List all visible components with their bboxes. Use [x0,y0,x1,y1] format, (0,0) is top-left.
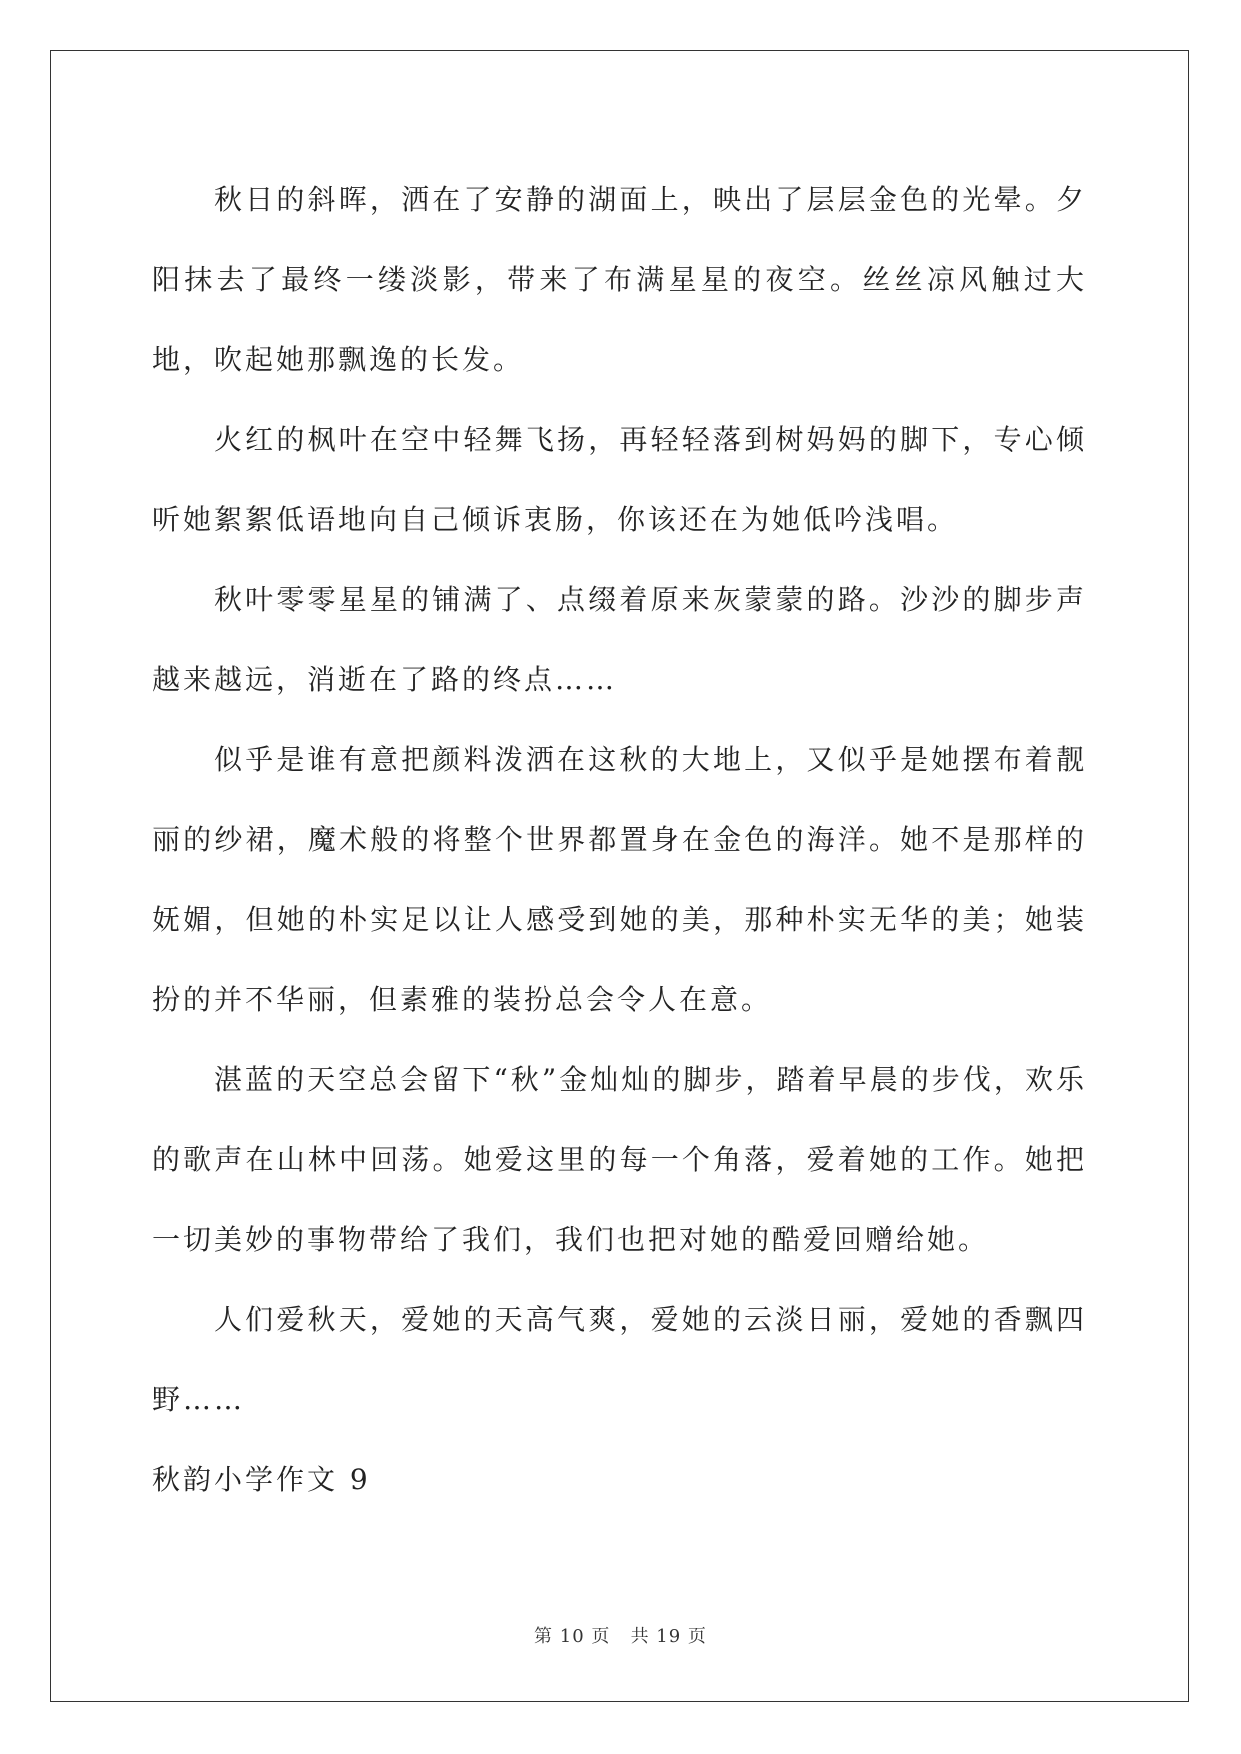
page-total: 共 19 页 [630,1626,707,1647]
page-number: 第 10 页 [534,1626,611,1647]
paragraph-4: 似乎是谁有意把颜料泼洒在这秋的大地上，又似乎是她摆布着靓丽的纱裙，魔术般的将整个世界都置身在金色的海洋。她不是那样的妩媚，但她的朴实足以让人感受到她的美，那种朴实无华的美；她装扮的并不华丽，但素雅的装扮总会令人在意。 [152,743,1087,1016]
paragraph-1: 秋日的斜晖，洒在了安静的湖面上，映出了层层金色的光晕。夕阳抹去了最终一缕淡影，带来了布满星星的夜空。丝丝凉风触过大地，吹起她那飘逸的长发。 [152,183,1087,376]
paragraph-2: 火红的枫叶在空中轻舞飞扬，再轻轻落到树妈妈的脚下，专心倾听她絮絮低语地向自己倾诉衷肠，你该还在为她低吟浅唱。 [152,423,1087,536]
document-body [152,160,1087,1520]
paragraph-5: 湛蓝的天空总会留下“秋”金灿灿的脚步，踏着早晨的步伐，欢乐的歌声在山林中回荡。她爱这里的每一个角落，爱着她的工作。她把一切美妙的事物带给了我们，我们也把对她的酷爱回赠给她。 [152,1063,1087,1256]
paragraph-3: 秋叶零零星星的铺满了、点缀着原来灰蒙蒙的路。沙沙的脚步声越来越远，消逝在了路的终点…… [152,583,1087,696]
paragraph-6: 人们爱秋天，爱她的天高气爽，爱她的云淡日丽，爱她的香飘四野…… [152,1303,1087,1416]
section-heading: 秋韵小学作文 9 [152,1463,371,1496]
page-footer [0,1622,1241,1648]
